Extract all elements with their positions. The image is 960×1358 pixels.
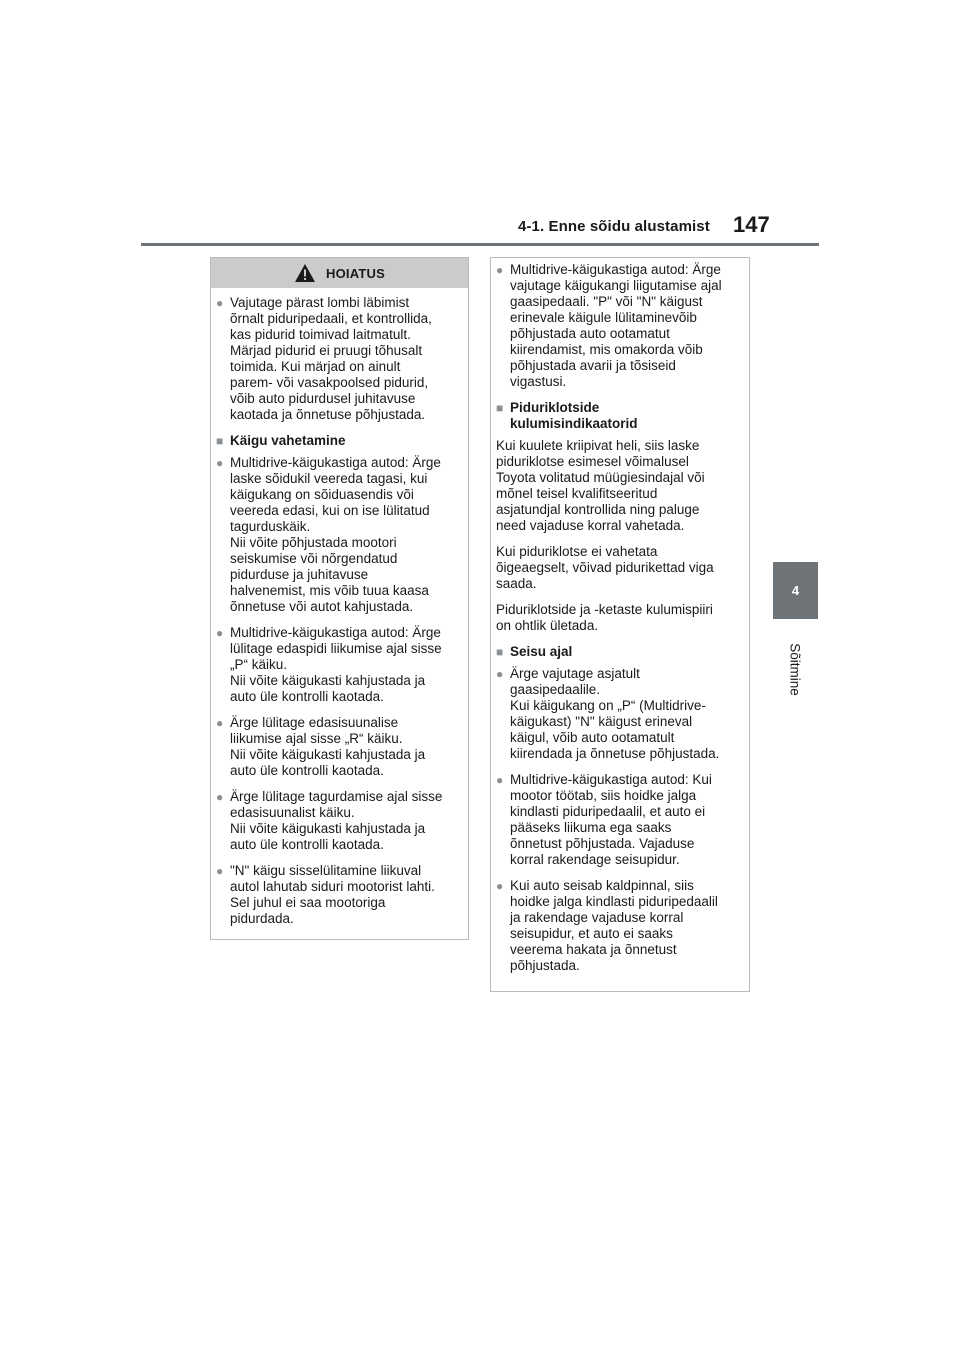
subsection-heading [216,433,458,449]
bullet-text: Multidrive-käigukastiga autod: Ärge laske sõidukil veereda tagasi, kui käigukang on sõiduasendis või veereda edasi, kui on ise lülitatud tagurduskäik. Nii võite põhjustada mootori seiskumise või nõrgendatud pidurduse ja juhitavuse halvenemist, mis võib tuua kaasa õnnetuse või autot kahjustada. [230,455,441,614]
bullet-icon: ● [216,296,224,310]
subsection-heading-text: Käigu vahetamine [230,433,346,448]
bullet-item [496,772,739,868]
header-rule [141,243,819,246]
warning-box-title: HOIATUS [326,265,385,281]
bullet-item [216,455,458,615]
subsection-heading [496,644,739,660]
page-number: 147 [733,212,770,237]
bullet-text: Ärge lülitage tagurdamise ajal sisse edasisuunalist käiku. Nii võite käigukasti kahjustada ja auto üle kontrolli kaotada. [230,789,443,852]
bullet-text: Vajutage pärast lombi läbimist õrnalt piduripedaali, et kontrollida, kas pidurid toimivad laitmatult. Märjad pidurid ei pruugi tõhusalt toimida. Kui märjad on ainult parem- või vasakpoolsed pidurid, võib auto pidurdusel juhitavuse kaotada ja õnnetuse põhjustada. [230,295,432,422]
chapter-tab-label: Sõitmine [787,643,803,696]
section-title: 4-1. Enne sõidu alustamist [518,218,710,235]
warning-box-header [211,258,468,288]
bullet-text: Multidrive-käigukastiga autod: Ärge vajutage käigukangi liigutamise ajal gaasipedaali. "P" või "N" käigust erinevale käigule lülitaminevõib põhjustada auto ootamatut kiirendamist, mis omakorda võib põhjustada avarii ja tõsiseid vigastusi. [510,262,722,389]
bullet-text: Ärge vajutage asjatult gaasipedaalile. Kui käigukang on „P“ (Multidrive- käigukast) "N" käigust erineval käigul, võib auto ootamatult kiirendada ja õnnetuse põhjustada. [510,666,720,761]
bullet-text: Kui auto seisab kaldpinnal, siis hoidke jalga kindlasti piduripedaalil ja rakendage vajaduse korral seisupidur, et auto ei saaks veerema hakata ja õnnetust põhjustada. [510,878,718,973]
bullet-icon: ● [496,773,504,787]
subsection-heading-text: Piduriklotside kulumisindikaatorid [510,400,638,431]
warning-box [210,257,469,940]
bullet-icon: ● [216,716,224,730]
chapter-tab[interactable] [773,562,818,619]
paragraph: Piduriklotside ja -ketaste kulumispiiri on ohtlik ületada. [496,602,713,633]
warning-box-content [211,288,468,927]
bullet-icon: ● [216,456,224,470]
bullet-text: Ärge lülitage edasisuunalise liikumise ajal sisse „R“ käiku. Nii võite käigukasti kahjustada ja auto üle kontrolli kaotada. [230,715,426,778]
bullet-icon: ● [216,864,224,878]
subsection-heading-text: Seisu ajal [510,644,573,659]
bullet-text: Multidrive-käigukastiga autod: Ärge lülitage edaspidi liikumise ajal sisse „P“ käiku. Nii võite käigukasti kahjustada ja auto üle kontrolli kaotada. [230,625,442,704]
square-marker-icon: ■ [216,434,224,448]
bullet-icon: ● [496,879,504,893]
paragraph: Kui kuulete kriipivat heli, siis laske piduriklotse esimesel võimalusel Toyota volitatud müügiesindajal või mõnel teisel kvalifitseeritud asjatundjal kontrollida ning paluge need vajaduse korral vahetada. [496,438,705,533]
bullet-icon: ● [216,790,224,804]
bullet-text: "N" käigu sisselülitamine liikuval autol lahutab siduri mootorist lahti. Sel juhul ei saa mootoriga pidurdada. [230,863,435,926]
continued-warning-box-content [491,258,749,974]
bullet-icon: ● [216,626,224,640]
square-marker-icon: ■ [496,401,504,415]
warning-triangle-icon [294,263,316,283]
bullet-item [216,625,458,705]
chapter-tab-number: 4 [791,583,800,598]
subsection-heading [496,400,739,432]
continued-warning-box [490,257,750,992]
bullet-item [216,789,458,853]
bullet-icon: ● [496,263,504,277]
bullet-text: Multidrive-käigukastiga autod: Kui mootor töötab, siis hoidke jalga kindlasti piduripedaalil, et auto ei pääseks liikuma ega saaks õnnetust põhjustada. Vajaduse korral rakendage seisupidur. [510,772,712,867]
square-marker-icon: ■ [496,645,504,659]
paragraph: Kui piduriklotse ei vahetata õigeaegselt, võivad pidurikettad viga saada. [496,544,714,591]
bullet-icon: ● [496,667,504,681]
bullet-item [216,863,458,927]
bullet-item [496,262,739,390]
bullet-item [216,715,458,779]
bullet-item [216,295,458,423]
bullet-item [496,878,739,974]
bullet-item [496,666,739,762]
